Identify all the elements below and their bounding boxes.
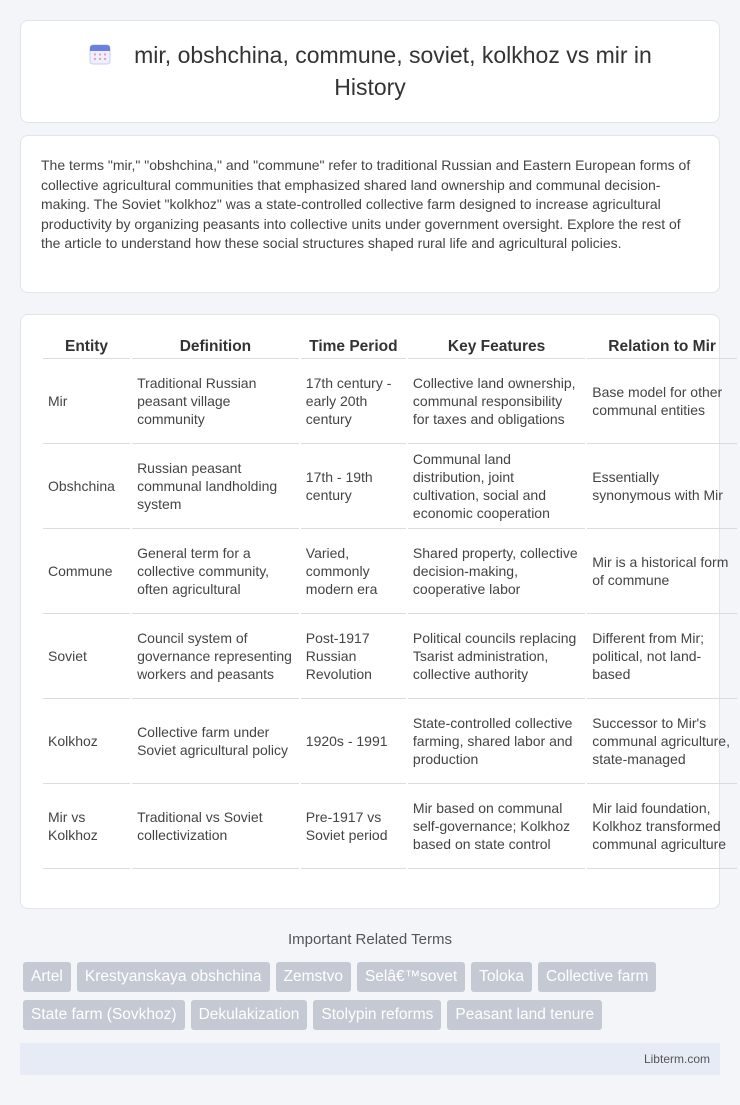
table-cell: Traditional Russian peasant village community (132, 359, 299, 444)
column-header: Time Period (301, 335, 406, 359)
table-cell: Successor to Mir's communal agriculture, state-managed (587, 699, 737, 784)
column-header: Definition (132, 335, 299, 359)
related-term-tag[interactable]: Zemstvo (276, 962, 351, 992)
table-cell: Political councils replacing Tsarist administration, collective authority (408, 614, 585, 699)
table-row (43, 614, 737, 699)
related-term-tag[interactable]: Stolypin reforms (313, 1000, 441, 1030)
table-cell: General term for a collective community, often agricultural (132, 529, 299, 614)
calendar-icon (88, 42, 112, 73)
table-cell: Russian peasant communal landholding system (132, 444, 299, 529)
table-cell: Soviet (43, 614, 130, 699)
table-cell: Varied, commonly modern era (301, 529, 406, 614)
table-cell: Base model for other communal entities (587, 359, 737, 444)
related-term-tag[interactable]: Toloka (471, 962, 532, 992)
title-card (20, 20, 720, 123)
related-term-tag[interactable]: Krestyanskaya obshchina (77, 962, 270, 992)
page-title (61, 41, 679, 102)
table-row (43, 444, 737, 529)
table-cell: Council system of governance representing workers and peasants (132, 614, 299, 699)
related-term-tag[interactable]: State farm (Sovkhoz) (23, 1000, 185, 1030)
related-terms-title: Important Related Terms (288, 931, 452, 948)
table-cell: Commune (43, 529, 130, 614)
footer-brand-link[interactable]: Libterm.com (643, 1052, 710, 1066)
table-cell: Traditional vs Soviet collectivization (132, 784, 299, 869)
table-row (43, 699, 737, 784)
column-header: Key Features (408, 335, 585, 359)
table-cell: Mir is a historical form of commune (587, 529, 737, 614)
table-cell: State-controlled collective farming, shared labor and production (408, 699, 585, 784)
table-cell: Different from Mir; political, not land-based (587, 614, 737, 699)
table-cell: Mir (43, 359, 130, 444)
table-cell: Post-1917 Russian Revolution (301, 614, 406, 699)
table-cell: Obshchina (43, 444, 130, 529)
table-cell: Kolkhoz (43, 699, 130, 784)
related-term-tag[interactable]: Collective farm (538, 962, 657, 992)
related-term-tag[interactable]: Dekulakization (191, 1000, 308, 1030)
table-header-row (43, 335, 737, 359)
related-term-tag[interactable]: Peasant land tenure (447, 1000, 602, 1030)
table-cell: Shared property, collective decision-making, cooperative labor (408, 529, 585, 614)
related-term-tag[interactable]: Artel (23, 962, 71, 992)
table-row (43, 359, 737, 444)
table-cell: Collective land ownership, communal responsibility for taxes and obligations (408, 359, 585, 444)
table-cell: Mir laid foundation, Kolkhoz transformed communal agriculture (587, 784, 737, 869)
table-cell: Pre-1917 vs Soviet period (301, 784, 406, 869)
comparison-table (41, 335, 739, 869)
table-cell: Mir based on communal self-governance; Kolkhoz based on state control (408, 784, 585, 869)
intro-card (20, 135, 720, 293)
footer (20, 1043, 720, 1075)
table-row (43, 529, 737, 614)
related-term-tag[interactable]: Selâ€™sovet (357, 962, 465, 992)
related-terms-list (23, 962, 720, 1030)
table-cell: 17th - 19th century (301, 444, 406, 529)
comparison-table-card (20, 314, 730, 909)
table-cell: Mir vs Kolkhoz (43, 784, 130, 869)
intro-text: The terms "mir," "obshchina," and "commune" refer to traditional Russian and Eastern European forms of collective agricultural communities that emphasized shared land ownership and communal decision-making. The Soviet "kolkhoz" was a state-controlled collective farm designed to increase agricultural productivity by organizing peasants into collective units under government oversight. Explore the rest of the article to understand how these social structures shaped rural life and agricultural policies. (41, 157, 691, 251)
page-title-text: mir, obshchina, commune, soviet, kolkhoz vs mir in History (134, 42, 652, 100)
table-cell: 1920s - 1991 (301, 699, 406, 784)
table-cell: Essentially synonymous with Mir (587, 444, 737, 529)
table-cell: 17th century - early 20th century (301, 359, 406, 444)
table-row (43, 784, 737, 869)
column-header: Entity (43, 335, 130, 359)
column-header: Relation to Mir (587, 335, 737, 359)
table-cell: Communal land distribution, joint cultivation, social and economic cooperation (408, 444, 585, 529)
table-cell: Collective farm under Soviet agricultural policy (132, 699, 299, 784)
